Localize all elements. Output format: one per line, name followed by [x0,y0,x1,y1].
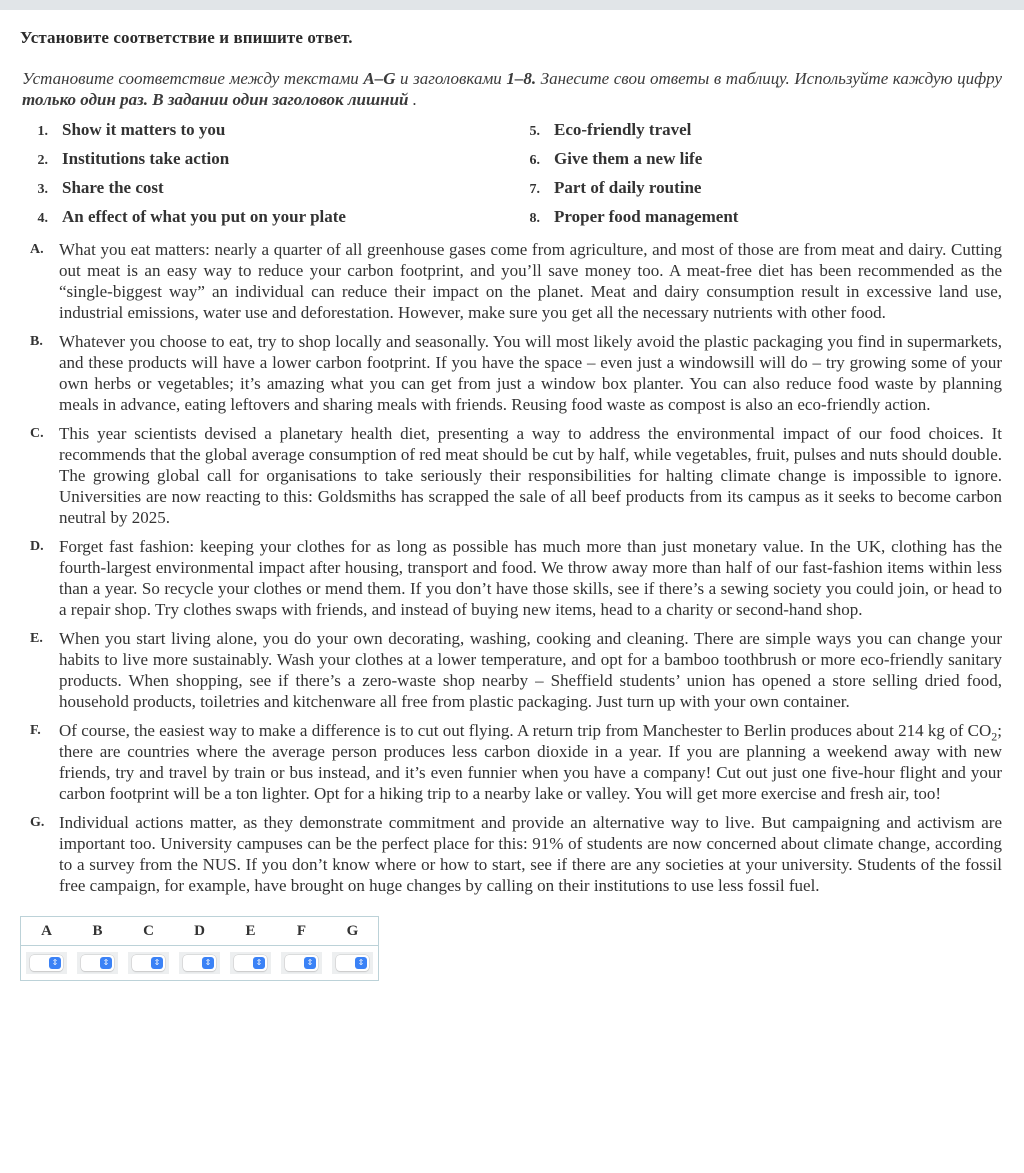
updown-chevron-icon: ⇕ [253,957,265,969]
instruction-text: Установите соответствие между текстами [22,69,364,88]
updown-chevron-icon: ⇕ [100,957,112,969]
updown-chevron-icon: ⇕ [304,957,316,969]
text-body [59,720,1002,804]
text-item-g [22,812,1002,896]
updown-chevron-icon: ⇕ [49,957,61,969]
text-body: Whatever you choose to eat, try to shop locally and seasonally. You will most likely avoid the plastic packaging you find in supermarkets, and these products will have a lower carbon footprint. If you have the space – even just a windowsill will do – try growing some of your own herbs or vegetables; it’s amazing what you can get from just a window box planter. You can also reduce food waste by planning meals in advance, eating leftovers and sharing meals with friends. Reusing food waste as compost is also an eco-friendly action. [59,332,1002,414]
heading-text: Institutions take action [62,149,230,168]
answer-header-row [21,917,379,946]
answer-cell [72,946,123,981]
heading-text: Give them a new life [554,149,703,168]
text-letter: B. [30,334,43,349]
heading-item [22,120,516,149]
headings-column-left [22,120,516,236]
text-item-d [22,536,1002,620]
updown-chevron-icon: ⇕ [355,957,367,969]
text-letter: G. [30,815,45,830]
instruction-text: Занесите свои ответы в таблицу. Используйте каждую цифру [536,69,1003,88]
answer-cell [276,946,327,981]
answer-cell [174,946,225,981]
answer-column-header: B [72,917,123,946]
heading-text: Share the cost [62,178,164,197]
answer-select-a[interactable] [30,955,63,971]
answer-select-c-wrapper [128,952,169,974]
heading-number: 3. [37,182,48,197]
answer-select-f[interactable] [285,955,318,971]
text-body: When you start living alone, you do your own decorating, washing, cooking and cleaning. There are simple ways you can change your habits to live more sustainably. Wash your clothes at a lower temperature, and opt for a bamboo toothbrush or more eco-friendly sanitary products. When shopping, see if there’s a zero-waste shop nearby – Sheffield students’ union has opened a store selling dried food, household products, toiletries and kitchenware all free from plastic packaging. Just turn up with your own container. [59,629,1002,711]
text-item-a [22,239,1002,323]
answer-cell [225,946,276,981]
instruction-bold: только один раз. В задании один заголовок лишний [22,90,409,109]
top-bar [0,0,1024,10]
instruction-text: и заголовками [395,69,507,88]
answer-select-f-wrapper [281,952,322,974]
text-letter: C. [30,426,44,441]
heading-item [516,120,1002,149]
heading-number: 4. [37,211,48,226]
instruction-bold: A–G [363,69,396,88]
text-letter: A. [30,242,44,257]
texts-list [22,239,1002,896]
heading-item [516,149,1002,178]
answer-select-a-wrapper [26,952,67,974]
answer-select-row [21,946,379,981]
text-body-part: ; there are countries where the average person produces less carbon dioxide in a year. If you are planning a weekend away with new friends, try and travel by train or bus instead, and it’s even funnier when you have a company! Cut out just one five-hour flight and your carbon footprint will be a ton lighter. Opt for a hiking trip to a nearby lake or valley. You will get more exercise and fresh air, too! [59,721,1002,803]
task-title: Установите соответствие и впишите ответ. [20,28,353,47]
text-letter: D. [30,539,44,554]
answer-select-e[interactable] [234,955,267,971]
text-item-f [22,720,1002,804]
text-body: What you eat matters: nearly a quarter of all greenhouse gases come from agriculture, and most of those are from meat and dairy. Cutting out meat is an easy way to reduce your carbon footprint, and you’ll save money too. A meat-free diet has been recommended as the “single-biggest way” an individual can reduce their impact on the planet. Meat and dairy consumption result in excessive land use, industrial emissions, water use and deforestation. However, make sure you get all the necessary nutrients with other food. [59,240,1002,322]
answer-select-e-wrapper [230,952,271,974]
text-body-part: Of course, the easiest way to make a difference is to cut out flying. A return trip from Manchester to Berlin produces about 214 kg of CO [59,721,992,740]
heading-text: Part of daily routine [554,178,702,197]
heading-item [516,207,1002,236]
answer-column-header: D [174,917,225,946]
text-item-c [22,423,1002,528]
headings-column-right [516,120,1002,236]
text-item-b [22,331,1002,415]
answer-column-header: A [21,917,73,946]
heading-item [22,207,516,236]
heading-text: An effect of what you put on your plate [62,207,346,226]
text-letter: F. [30,723,41,738]
answer-column-header: C [123,917,174,946]
subscript: 2 [991,729,998,744]
heading-number: 1. [37,124,48,139]
headings-list [22,120,1002,236]
answer-select-g[interactable] [336,955,369,971]
heading-item [22,149,516,178]
answer-cell [327,946,379,981]
text-body: This year scientists devised a planetary health diet, presenting a way to address the environmental impact of our food choices. It recommends that the global average consumption of red meat should be cut by half, while vegetables, fruit, pulses and nuts should double. The growing global call for organisations to take seriously their responsibilities for halting climate change is impossible to ignore. Universities are now reacting to this: Goldsmiths has scrapped the sale of all beef products from its campus as it seeks to become carbon neutral by 2025. [59,424,1002,527]
instruction-text: . [408,90,418,109]
task-content [0,28,1024,981]
heading-item [22,178,516,207]
answer-select-d-wrapper [179,952,220,974]
answer-table [20,916,379,981]
updown-chevron-icon: ⇕ [202,957,214,969]
text-letter: E. [30,631,43,646]
heading-text: Show it matters to you [62,120,226,139]
answer-select-b-wrapper [77,952,118,974]
heading-text: Eco-friendly travel [554,120,692,139]
answer-select-g-wrapper [332,952,373,974]
answer-column-header: F [276,917,327,946]
task-instruction [22,68,1002,110]
answer-column-header: G [327,917,379,946]
answer-select-d[interactable] [183,955,216,971]
answer-select-c[interactable] [132,955,165,971]
updown-chevron-icon: ⇕ [151,957,163,969]
heading-number: 7. [529,182,540,197]
heading-number: 5. [529,124,540,139]
answer-column-header: E [225,917,276,946]
heading-item [516,178,1002,207]
heading-text: Proper food management [554,207,739,226]
heading-number: 6. [529,153,540,168]
instruction-bold: 1–8. [506,69,537,88]
answer-cell [123,946,174,981]
heading-number: 2. [37,153,48,168]
answer-cell [21,946,73,981]
text-body: Forget fast fashion: keeping your clothes for as long as possible has much more than just monetary value. In the UK, clothing has the fourth-largest environmental impact after housing, transport and food. We throw away more than half of our fast-fashion items within less than a year. So recycle your clothes or mend them. If you don’t have those skills, see if there’s a sewing society you could join, or head to a repair shop. Try clothes swaps with friends, and instead of buying new items, head to a charity or second-hand shop. [59,537,1002,619]
answer-select-b[interactable] [81,955,114,971]
text-item-e [22,628,1002,712]
heading-number: 8. [529,211,540,226]
text-body: Individual actions matter, as they demonstrate commitment and provide an alternative way to live. But campaigning and activism are important too. University campuses can be the perfect place for this: 91% of students are now concerned about climate change, according to a survey from the NUS. If you don’t know where or how to start, see if there are any societies at your university. Students of the fossil free campaign, for example, have brought on huge changes by calling on their institutions to use less fossil fuel. [59,813,1002,895]
